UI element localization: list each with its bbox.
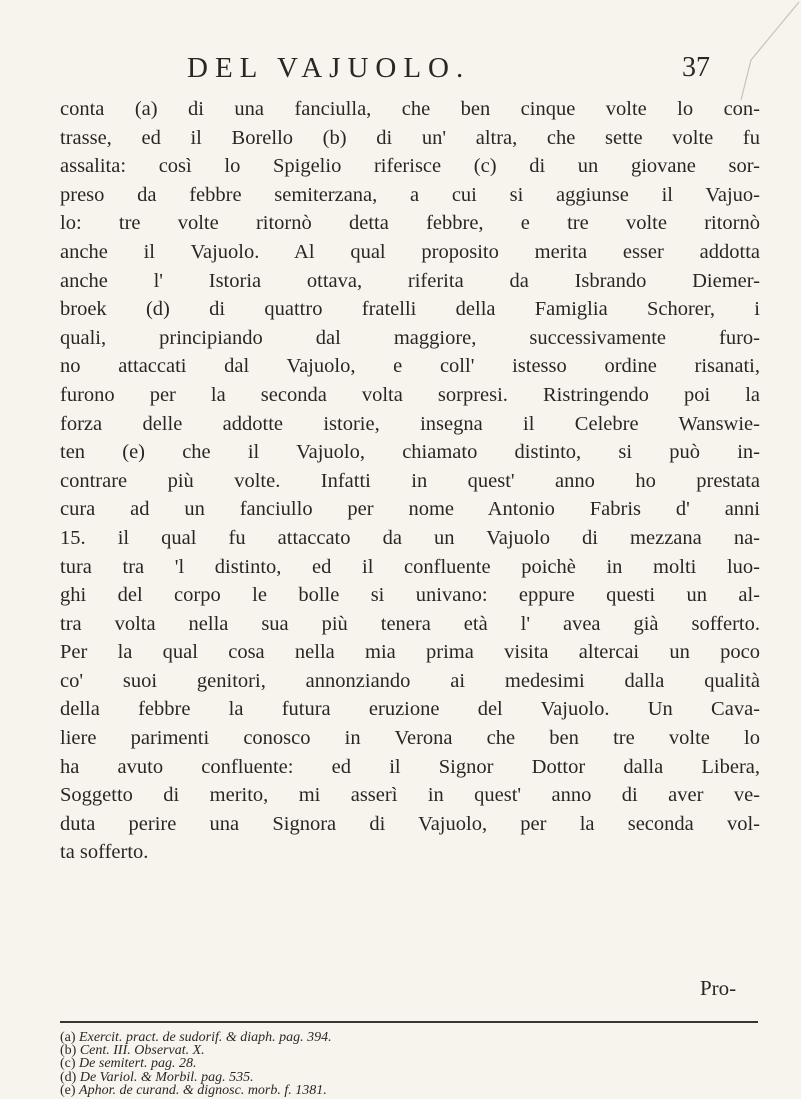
text-line: Per la qual cosa nella mia prima visita altercai un poco — [60, 641, 760, 664]
text-line: furono per la seconda volta sorpresi. Ristringendo poi la — [60, 383, 760, 406]
text-line: forza delle addotte istorie, insegna il Celebre Wanswie- — [60, 412, 760, 435]
text-line: quali, principiando dal maggiore, successivamente furo- — [60, 326, 760, 349]
footnote-mark: (b) — [60, 1043, 77, 1059]
running-head — [0, 52, 801, 92]
footnote-text: De Variol. & Morbil. pag. 535. — [79, 1069, 254, 1085]
footnote-mark: (a) — [60, 1030, 76, 1045]
text-line: cura ad un fanciullo per nome Antonio Fabris d' anni — [60, 498, 760, 521]
footnote-mark: (d) — [60, 1069, 77, 1085]
text-line: conta (a) di una fanciulla, che ben cinque volte lo con- — [60, 98, 760, 120]
text-line: lo: tre volte ritornò detta febbre, e tre volte ritornò — [60, 212, 760, 235]
footnote-text: De semitert. pag. 28. — [79, 1056, 197, 1072]
text-line: liere parimenti conosco in Verona che ben tre volte lo — [60, 727, 760, 750]
footnotes — [60, 1031, 760, 1097]
text-line: anche il Vajuolo. Al qual proposito merita esser addotta — [60, 240, 760, 263]
footnote-text: Cent. III. Observat. X. — [79, 1043, 205, 1059]
text-line: ghi del corpo le bolle si univano: eppure questi un al- — [60, 584, 760, 607]
text-line: preso da febbre semiterzana, a cui si aggiunse il Vajuo- — [60, 183, 760, 206]
text-line: no attaccati dal Vajuolo, e coll' istesso ordine risanati, — [60, 355, 760, 378]
catchword: Pro- — [700, 976, 737, 1000]
footnote — [60, 1084, 760, 1097]
footnote-text: Aphor. de curand. & dignosc. morb. f. 1381. — [79, 1082, 327, 1098]
text-line: della febbre la futura eruzione del Vajuolo. Un Cava- — [60, 698, 760, 721]
text-line: Soggetto di merito, mi asserì in quest' anno di aver ve- — [60, 784, 760, 807]
footnote-rule — [60, 1021, 758, 1023]
text-line: broek (d) di quattro fratelli della Famiglia Schorer, i — [60, 298, 760, 321]
page-number: 37 — [682, 52, 710, 83]
text-line: anche l' Istoria ottava, riferita da Isbrando Diemer- — [60, 269, 760, 292]
text-line: ten (e) che il Vajuolo, chiamato distinto, si può in- — [60, 441, 760, 464]
text-line: duta perire una Signora di Vajuolo, per la seconda vol- — [60, 812, 760, 835]
text-line: trasse, ed il Borello (b) di un' altra, che sette volte fu — [60, 126, 760, 149]
footnote-text: Exercit. pract. de sudorif. & diaph. pag. 394. — [79, 1030, 332, 1045]
text-line: ha avuto confluente: ed il Signor Dottor dalla Libera, — [60, 755, 760, 778]
text-line: co' suoi genitori, annonziando ai medesimi dalla qualità — [60, 669, 760, 692]
text-line: ta sofferto. — [60, 841, 149, 864]
footnote-mark: (e) — [60, 1082, 76, 1098]
running-title: DEL VAJUOLO. — [187, 52, 471, 84]
text-line: tra volta nella sua più tenera età l' avea già sofferto. — [60, 612, 760, 635]
text-line: contrare più volte. Infatti in quest' anno ho prestata — [60, 469, 760, 492]
text-line: tura tra 'l distinto, ed il confluente poichè in molti luo- — [60, 555, 760, 578]
text-line: 15. il qual fu attaccato da un Vajuolo di mezzana na- — [60, 526, 760, 549]
body-text — [60, 95, 760, 867]
text-line: assalita: così lo Spigelio riferisce (c) di un giovane sor- — [60, 155, 760, 178]
footnote-mark: (c) — [60, 1056, 76, 1072]
